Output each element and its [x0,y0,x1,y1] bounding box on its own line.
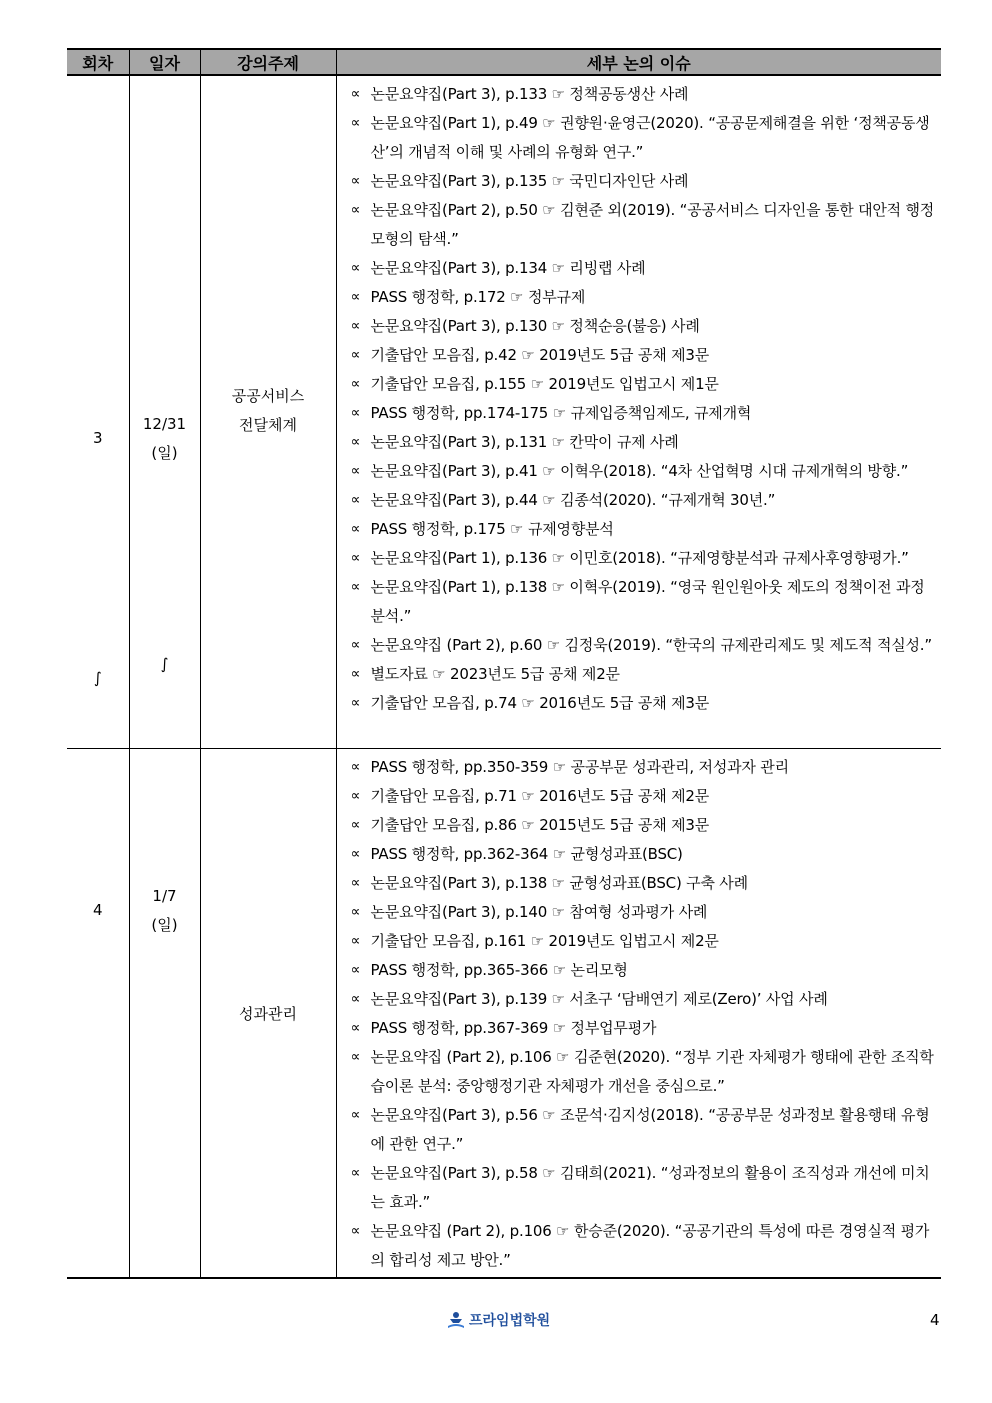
issue-text: 별도자료 ☞ 2023년도 5급 공채 제2문 [370,665,620,683]
academy-logo-icon [447,1311,465,1329]
issue-list [337,76,942,720]
issue-item [349,1043,936,1101]
bullet-icon: ∝ [350,817,361,833]
date-cell [129,749,200,1279]
bullet-icon: ∝ [350,904,361,920]
bullet-icon: ∝ [350,202,361,218]
date-text: 1/7 [152,887,177,905]
issue-item [349,399,936,428]
issue-item [349,927,936,956]
header-date: 일자 [129,49,200,75]
issue-item [349,898,936,927]
header-topic: 강의주제 [200,49,336,75]
bullet-icon: ∝ [350,759,361,775]
issue-item [349,1159,936,1217]
table-row [67,749,941,1279]
issue-text: PASS 행정학, pp.174-175 ☞ 규제입증책임제도, 규제개혁 [370,404,752,422]
academy-logo [447,1310,550,1330]
issue-item [349,689,936,718]
weekday-text: (일) [151,916,178,934]
issue-item [349,1014,936,1043]
bullet-icon: ∝ [350,846,361,862]
issue-item [349,515,936,544]
round-number: 4 [92,901,103,919]
issue-text: 논문요약집(Part 3), p.133 ☞ 정책공동생산 사례 [370,85,689,103]
issue-text: 기출답안 모음집, p.42 ☞ 2019년도 5급 공채 제3문 [370,346,709,364]
issue-item [349,254,936,283]
issue-item [349,544,936,573]
topic-line: 공공서비스 [231,387,305,405]
bullet-icon: ∝ [350,579,361,595]
topic-line: 성과관리 [239,1005,297,1023]
bullet-icon: ∝ [350,1165,361,1181]
bullet-icon: ∝ [350,115,361,131]
issue-text: 논문요약집(Part 3), p.131 ☞ 칸막이 규제 사례 [370,433,679,451]
round-cell [67,749,129,1279]
issue-item [349,486,936,515]
issue-item [349,753,936,782]
issue-text: 논문요약집(Part 3), p.44 ☞ 김종석(2020). “규제개혁 30년.” [370,491,776,509]
bullet-icon: ∝ [350,86,361,102]
bullet-icon: ∝ [350,492,361,508]
issue-text: 기출답안 모음집, p.161 ☞ 2019년도 입법고시 제2문 [370,932,719,950]
issues-cell [336,749,941,1279]
issue-item [349,811,936,840]
issue-item [349,109,936,167]
bullet-icon: ∝ [350,1107,361,1123]
issue-text: PASS 행정학, pp.362-364 ☞ 균형성과표(BSC) [370,845,683,863]
continuation-mark: ∫ [93,669,102,687]
issue-item [349,457,936,486]
issue-text: 논문요약집(Part 3), p.41 ☞ 이혁우(2018). “4차 산업혁명 시대 규제개혁의 방향.” [370,462,909,480]
academy-name: 프라임법학원 [469,1313,551,1329]
topic-cell [200,749,336,1279]
issue-text: 기출답안 모음집, p.74 ☞ 2016년도 5급 공채 제3문 [370,694,709,712]
issue-item [349,80,936,109]
schedule-table [67,48,941,1279]
bullet-icon: ∝ [350,347,361,363]
bullet-icon: ∝ [350,260,361,276]
issue-item [349,341,936,370]
issue-item [349,428,936,457]
issue-text: 논문요약집(Part 3), p.135 ☞ 국민디자인단 사례 [370,172,689,190]
table-row [67,75,941,749]
bullet-icon: ∝ [350,463,361,479]
issue-item [349,869,936,898]
issue-text: 기출답안 모음집, p.71 ☞ 2016년도 5급 공채 제2문 [370,787,709,805]
topic-cell [200,75,336,749]
bullet-icon: ∝ [350,1020,361,1036]
issue-item [349,370,936,399]
issue-text: PASS 행정학, pp.365-366 ☞ 논리모형 [370,961,628,979]
date-text: 12/31 [142,415,187,433]
weekday-text: (일) [151,444,178,462]
bullet-icon: ∝ [350,173,361,189]
bullet-icon: ∝ [350,405,361,421]
issue-text: 논문요약집(Part 3), p.134 ☞ 리빙랩 사례 [370,259,646,277]
issue-item [349,985,936,1014]
issues-cell [336,75,941,749]
bullet-icon: ∝ [350,1223,361,1239]
issue-text: 논문요약집(Part 1), p.136 ☞ 이민호(2018). “규제영향분석과 규제사후영향평가.” [370,549,909,567]
issue-text: 논문요약집(Part 3), p.58 ☞ 김태희(2021). “성과정보의 활용이 조직성과 개선에 미치는 효과.” [370,1164,930,1211]
bullet-icon: ∝ [350,550,361,566]
issue-item [349,312,936,341]
bullet-icon: ∝ [350,289,361,305]
bullet-icon: ∝ [350,666,361,682]
header-issues: 세부 논의 이슈 [336,49,941,75]
issue-text: 논문요약집(Part 3), p.138 ☞ 균형성과표(BSC) 구축 사례 [370,874,748,892]
bullet-icon: ∝ [350,991,361,1007]
topic-line: 전달체계 [239,416,297,434]
issue-item [349,573,936,631]
bullet-icon: ∝ [350,1049,361,1065]
bullet-icon: ∝ [350,695,361,711]
bullet-icon: ∝ [350,637,361,653]
issue-item [349,840,936,869]
issue-text: 논문요약집(Part 3), p.139 ☞ 서초구 ‘담배연기 제로(Zero)’ 사업 사례 [370,990,828,1008]
issue-item [349,782,936,811]
issue-item [349,283,936,312]
issue-text: 논문요약집(Part 1), p.49 ☞ 권향원·윤영근(2020). “공공문제해결을 위한 ‘정책공동생산’의 개념적 이해 및 사례의 유형화 연구.” [370,114,930,161]
issue-list [337,749,942,1277]
issue-text: 논문요약집 (Part 2), p.106 ☞ 김준현(2020). “정부 기관 자체평가 행태에 관한 조직학습이론 분석: 중앙행정기관 자체평가 개선을 중심으로.” [370,1048,934,1095]
issue-item [349,956,936,985]
bullet-icon: ∝ [350,318,361,334]
issue-text: PASS 행정학, p.172 ☞ 정부규제 [370,288,586,306]
bullet-icon: ∝ [350,434,361,450]
round-number: 3 [92,429,103,447]
issue-item [349,167,936,196]
bullet-icon: ∝ [350,933,361,949]
page-footer [0,1308,992,1338]
bullet-icon: ∝ [350,875,361,891]
bullet-icon: ∝ [350,376,361,392]
issue-text: 논문요약집(Part 3), p.130 ☞ 정책순응(불응) 사례 [370,317,700,335]
issue-text: 논문요약집(Part 1), p.138 ☞ 이혁우(2019). “영국 원인원아웃 제도의 정책이전 과정분석.” [370,578,925,625]
issue-item [349,196,936,254]
issue-text: 논문요약집 (Part 2), p.106 ☞ 한승준(2020). “공공기관의 특성에 따른 경영실적 평가의 합리성 제고 방안.” [370,1222,930,1269]
page-number: 4 [930,1311,940,1329]
issue-text: PASS 행정학, pp.367-369 ☞ 정부업무평가 [370,1019,657,1037]
date-cell [129,75,200,749]
issue-text: 논문요약집(Part 2), p.50 ☞ 김현준 외(2019). “공공서비스 디자인을 통한 대안적 행정 모형의 탐색.” [370,201,935,248]
issue-text: 논문요약집 (Part 2), p.60 ☞ 김정욱(2019). “한국의 규제관리제도 및 제도적 적실성.” [370,636,932,654]
issue-item [349,1217,936,1275]
header-round: 회차 [67,49,129,75]
issue-text: PASS 행정학, p.175 ☞ 규제영향분석 [370,520,614,538]
issue-text: 기출답안 모음집, p.155 ☞ 2019년도 입법고시 제1문 [370,375,719,393]
round-cell [67,75,129,749]
header-row [67,49,941,75]
issue-text: PASS 행정학, pp.350-359 ☞ 공공부문 성과관리, 저성과자 관리 [370,758,789,776]
issue-text: 기출답안 모음집, p.86 ☞ 2015년도 5급 공채 제3문 [370,816,709,834]
bullet-icon: ∝ [350,962,361,978]
bullet-icon: ∝ [350,788,361,804]
bullet-icon: ∝ [350,521,361,537]
issue-item [349,660,936,689]
issue-item [349,631,936,660]
issue-text: 논문요약집(Part 3), p.140 ☞ 참여형 성과평가 사례 [370,903,708,921]
issue-text: 논문요약집(Part 3), p.56 ☞ 조문석·김지성(2018). “공공부문 성과정보 활용행태 유형에 관한 연구.” [370,1106,930,1153]
continuation-mark: ∫ [160,655,169,673]
issue-item [349,1101,936,1159]
